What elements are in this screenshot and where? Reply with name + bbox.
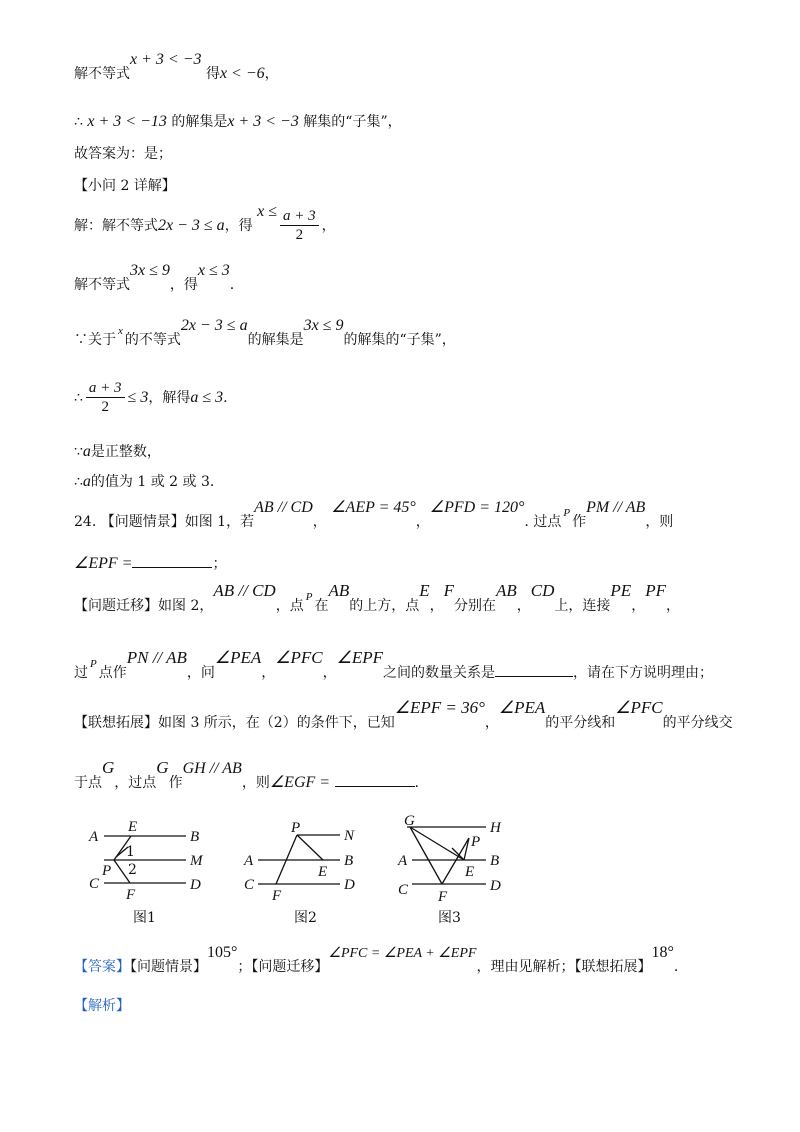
line-therefore-a-le-3: ∴ $\frac{a + 3}{2}$ ≤ 3，解得a ≤ 3. (74, 380, 228, 415)
label-a: A (398, 853, 408, 869)
label-a: A (244, 853, 254, 869)
label-n: N (344, 828, 355, 844)
problem-24-extension-cont: 于点G，过点G作GH // AB，则∠EGF = . (74, 758, 419, 791)
answer-blank (132, 553, 212, 568)
answer-line: 【答案】【问题情景】105°；【问题迁移】∠PFC = ∠PEA + ∠EPF，理由见解析；【联想拓展】18°. (74, 944, 679, 975)
problem-24-extension: 【联想拓展】如图 3 所示，在（2）的条件下，已知∠EPF = 36°，∠PEA的平分线和∠PFC的平分线交 (74, 698, 733, 731)
segment-pe (297, 835, 323, 860)
fraction-a-plus-3-over-2: $\frac{a + 3}{2}$ (86, 380, 125, 416)
line-solve-inequality-1: 解不等式x + 3 < −3 得x < −6， (74, 51, 279, 82)
label-c: C (398, 882, 409, 898)
label-d: D (344, 877, 355, 893)
label-e: E (465, 864, 475, 880)
label-f: F (126, 887, 136, 903)
label-e: E (128, 819, 138, 835)
segment-gf (410, 827, 442, 884)
label-p: P (291, 820, 301, 836)
label-f: F (438, 889, 448, 905)
label-b: B (190, 829, 200, 845)
fraction-a-plus-3-over-2: $\frac{a + 3}{2}$ (280, 208, 319, 244)
line-solve-2x-3-le-a: 解：解不等式2x − 3 ≤ a，得 x ≤ $\frac{a + 3}{2}$ ， (74, 203, 336, 243)
label-angle-1: 1 (126, 844, 135, 860)
answer-blank (335, 772, 415, 787)
section-heading-q2: 【小问 2 详解】 (74, 178, 176, 194)
problem-24-blank-epf: ∠EPF = ； (74, 555, 227, 572)
line-a-positive-integer: ∵a是正整数， (74, 443, 161, 460)
label-b: B (490, 853, 500, 869)
label-g: G (404, 813, 415, 829)
label-e: E (318, 864, 328, 880)
label-c: C (89, 876, 100, 892)
label-p: P (471, 834, 481, 850)
line-subset-conclusion: ∴ x + 3 < −13 的解集是x + 3 < −3 解集的“子集”， (74, 113, 402, 130)
line-values-of-a: ∴a的值为 1 或 2 或 3. (74, 473, 215, 490)
line-answer-yes: 故答案为：是； (74, 146, 172, 162)
label-d: D (490, 878, 501, 894)
figure-1 (88, 819, 204, 926)
label-b: B (344, 853, 354, 869)
label-h: H (490, 820, 501, 836)
segment-ge (410, 827, 464, 860)
label-a: A (89, 829, 99, 845)
figure-2 (243, 820, 355, 926)
problem-24-question-relation: 过$^P$点作PN // AB，问∠PEA，∠PFC，∠EPF之间的数量关系是 ，请在下方说明理由； (74, 648, 714, 681)
label-m: M (190, 853, 203, 869)
line-solve-3x-le-9: 解不等式3x ≤ 9，得x ≤ 3. (74, 262, 235, 293)
caption-figure-3: 图3 (438, 910, 461, 926)
label-f: F (272, 888, 282, 904)
problem-24-scenario: 24. 【问题情景】如图 1，若AB // CD， ∠AEP = 45°，∠PFD = 120°. 过点$^P$作PM // AB，则 (74, 499, 674, 530)
label-d: D (190, 877, 201, 893)
caption-figure-2: 图2 (294, 910, 317, 926)
figures-area (0, 805, 800, 935)
label-c: C (244, 877, 255, 893)
label-p: P (102, 863, 112, 879)
analysis-tag: 【解析】 (74, 998, 130, 1014)
answer-tag: 【答案】 (74, 959, 130, 975)
answer-blank (495, 662, 573, 677)
line-because-subset: ∵关于$^x$的不等式2x − 3 ≤ a的解集是3x ≤ 9的解集的“子集”， (74, 317, 456, 348)
problem-24-migration: 【问题迁移】如图 2，AB // CD，点$^P$在AB的上方，点E，F分别在AB，CD上，连接PE，PF， (74, 581, 680, 614)
caption-figure-1: 图1 (133, 910, 156, 926)
figure-3 (397, 813, 502, 926)
label-angle-2: 2 (128, 862, 137, 878)
